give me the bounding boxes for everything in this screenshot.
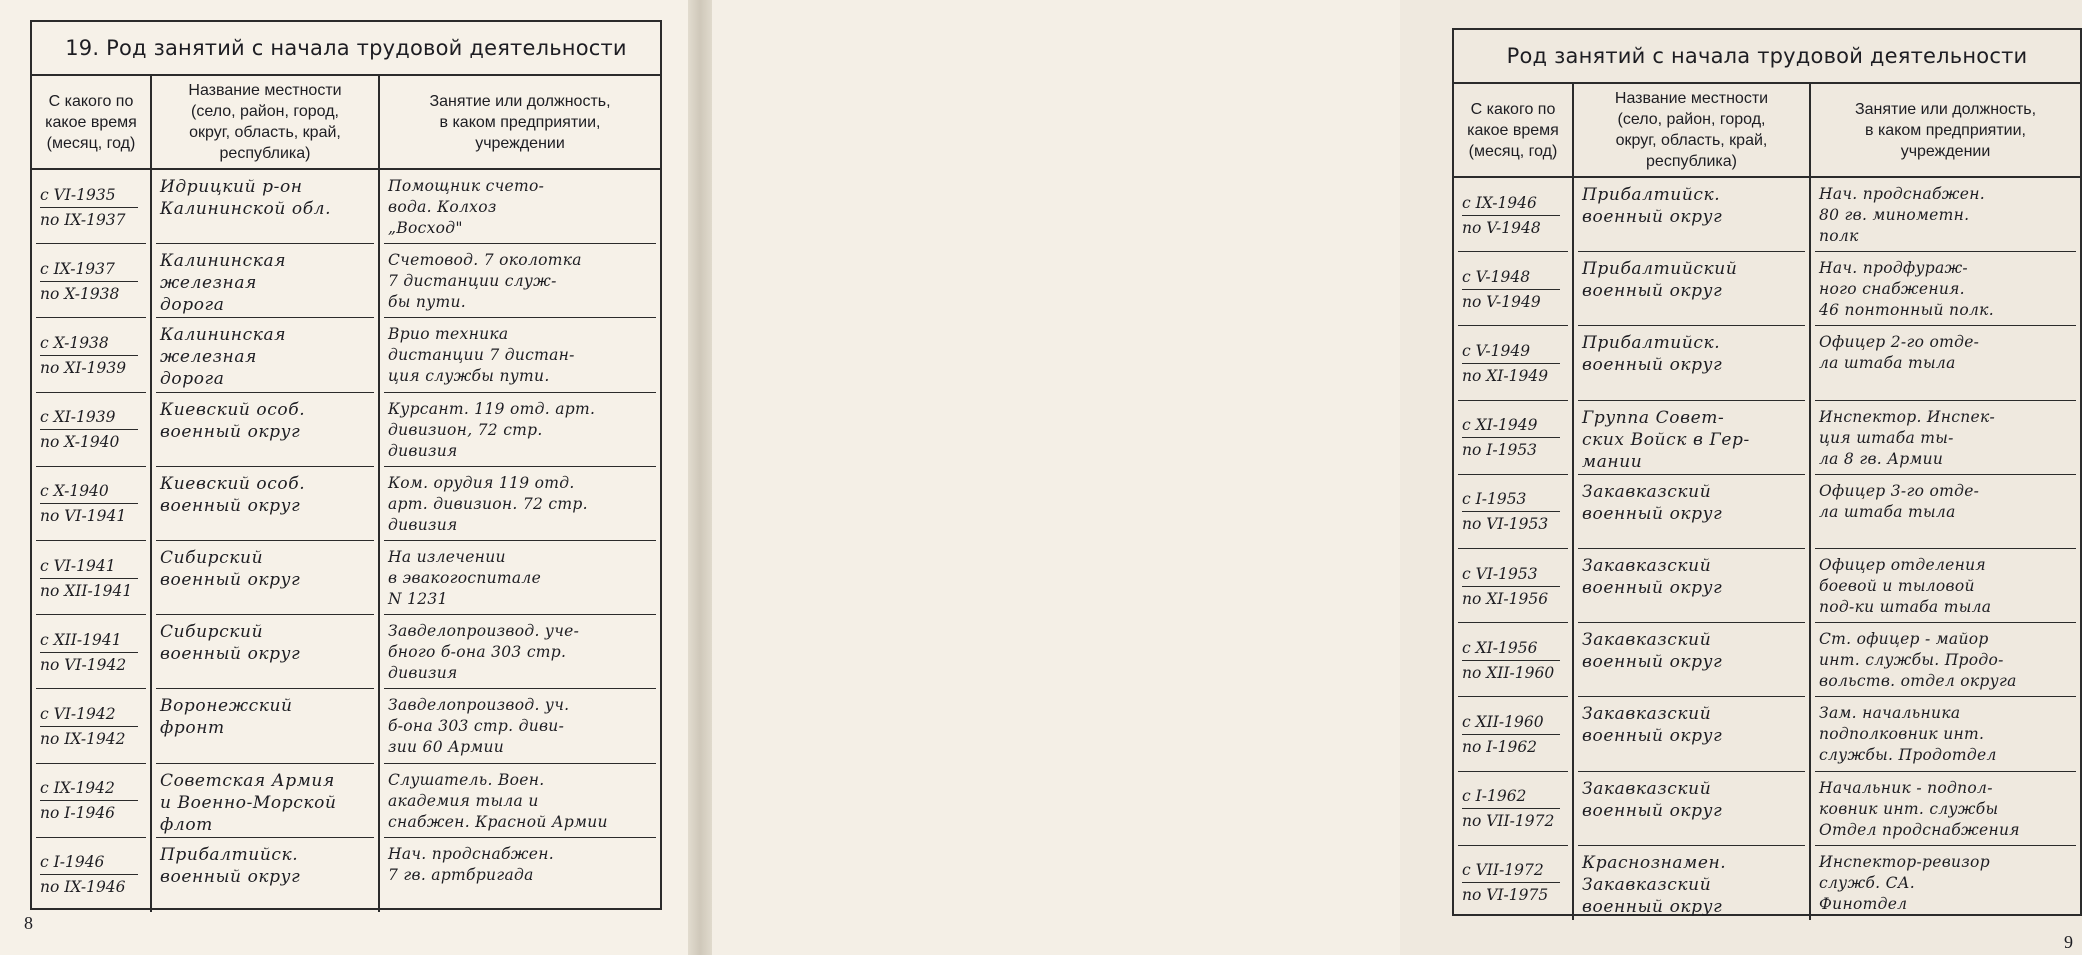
left-table-header bbox=[32, 76, 660, 170]
left-page-title: 19. Род занятий с начала трудовой деятельности bbox=[32, 22, 660, 76]
period-cell bbox=[32, 467, 150, 541]
period-to: по XI-1956 bbox=[1462, 589, 1549, 608]
period-to: по IX-1937 bbox=[40, 210, 126, 229]
period-cell bbox=[1454, 252, 1572, 326]
table-row bbox=[32, 615, 660, 689]
position-text: Нач. продфураж- ного снабжения. 46 понтонный полк. bbox=[1819, 259, 1994, 320]
position-cell bbox=[378, 838, 660, 912]
table-row bbox=[1454, 623, 2080, 697]
period-from: с XII-1941 bbox=[40, 628, 138, 653]
position-text: Курсант. 119 отд. арт. дивизион, 72 стр. дивизия bbox=[388, 399, 596, 460]
location-cell bbox=[1572, 623, 1809, 697]
position-cell bbox=[378, 764, 660, 838]
location-text: Закавказский военный округ bbox=[1582, 555, 1723, 598]
location-cell bbox=[1572, 846, 1809, 920]
position-text: Завделопроизвод. уч. б-она 303 стр. диви- зии 60 Армии bbox=[388, 696, 570, 757]
location-text: Группа Совет- ских Войск в Гер- мании bbox=[1582, 407, 1750, 472]
right-table-body bbox=[1454, 178, 2080, 920]
period-to: по XI-1949 bbox=[1462, 366, 1549, 385]
page-number-left: 8 bbox=[24, 913, 33, 933]
location-text: Киевский особ. военный округ bbox=[160, 473, 306, 516]
table-row bbox=[32, 689, 660, 763]
location-text: Закавказский военный округ bbox=[1582, 481, 1723, 524]
period-cell bbox=[1454, 178, 1572, 252]
period-cell bbox=[1454, 697, 1572, 771]
position-text: Ком. орудия 119 отд. арт. дивизион. 72 стр. дивизия bbox=[388, 473, 588, 534]
period-cell bbox=[32, 615, 150, 689]
period-cell bbox=[32, 838, 150, 912]
location-text: Краснознамен. Закавказский военный округ bbox=[1582, 852, 1727, 917]
period-cell bbox=[32, 244, 150, 318]
table-row bbox=[32, 244, 660, 318]
period-cell bbox=[1454, 475, 1572, 549]
position-cell bbox=[1809, 549, 2080, 623]
table-row bbox=[1454, 475, 2080, 549]
period-from: с I-1962 bbox=[1462, 784, 1560, 809]
position-text: Счетовод. 7 околотка 7 дистанции служ- бы пути. bbox=[388, 251, 582, 312]
position-text: Зам. начальника подполковник инт. службы. Продотдел bbox=[1819, 704, 1997, 765]
location-cell bbox=[1572, 178, 1809, 252]
location-cell bbox=[1572, 475, 1809, 549]
location-text: Прибалтийск. военный округ bbox=[160, 844, 301, 887]
table-row bbox=[1454, 846, 2080, 920]
period-from: с V-1948 bbox=[1462, 265, 1560, 290]
period-from: с VI-1935 bbox=[40, 183, 138, 208]
left-employment-table bbox=[30, 20, 662, 910]
period-from: с XI-1939 bbox=[40, 405, 138, 430]
book-gutter bbox=[688, 0, 712, 955]
position-cell bbox=[378, 393, 660, 467]
location-cell bbox=[1572, 549, 1809, 623]
location-text: Сибирский военный округ bbox=[160, 547, 301, 590]
period-cell bbox=[32, 393, 150, 467]
location-cell bbox=[150, 615, 378, 689]
period-cell bbox=[32, 318, 150, 392]
position-cell bbox=[378, 467, 660, 541]
location-cell bbox=[150, 244, 378, 318]
position-cell bbox=[1809, 623, 2080, 697]
right-page-title: Род занятий с начала трудовой деятельности bbox=[1454, 30, 2080, 84]
location-text: Калининская железная дорога bbox=[160, 325, 287, 390]
location-text: Калининская железная дорога bbox=[160, 251, 287, 316]
location-text: Закавказский военный округ bbox=[1582, 778, 1723, 821]
location-text: Советская Армия и Военно-Морской флот bbox=[160, 770, 337, 835]
position-cell bbox=[1809, 252, 2080, 326]
table-row bbox=[1454, 326, 2080, 400]
position-cell bbox=[1809, 178, 2080, 252]
period-to: по IX-1942 bbox=[40, 729, 126, 748]
period-cell bbox=[1454, 772, 1572, 846]
position-text: Завделопроизвод. уче- бного б-она 303 стр. дивизия bbox=[388, 622, 580, 683]
position-text: Врио техника дистанции 7 дистан- ция службы пути. bbox=[388, 325, 575, 386]
table-row bbox=[1454, 401, 2080, 475]
period-from: с IX-1937 bbox=[40, 257, 138, 282]
period-from: с IX-1942 bbox=[40, 776, 138, 801]
position-cell bbox=[378, 318, 660, 392]
header-position: Занятие или должность, в каком предприятии, учреждении bbox=[1809, 84, 2080, 176]
location-text: Прибалтийский военный округ bbox=[1582, 259, 1738, 302]
page-number-right: 9 bbox=[2064, 932, 2073, 952]
location-cell bbox=[1572, 401, 1809, 475]
period-from: с VI-1953 bbox=[1462, 562, 1560, 587]
period-cell bbox=[32, 541, 150, 615]
position-text: Инспектор. Инспек- ция штаба ты- ла 8 гв. Армии bbox=[1819, 407, 1996, 468]
location-cell bbox=[1572, 252, 1809, 326]
table-row bbox=[1454, 772, 2080, 846]
location-text: Киевский особ. военный округ bbox=[160, 399, 306, 442]
location-cell bbox=[150, 838, 378, 912]
table-row bbox=[32, 764, 660, 838]
position-cell bbox=[378, 244, 660, 318]
period-from: с IX-1946 bbox=[1462, 191, 1560, 216]
period-from: с VII-1972 bbox=[1462, 858, 1560, 883]
position-text: Слушатель. Воен. академия тыла и снабжен. Красной Армии bbox=[388, 770, 608, 831]
period-to: по X-1938 bbox=[40, 284, 120, 303]
period-cell bbox=[1454, 326, 1572, 400]
period-to: по V-1948 bbox=[1462, 218, 1541, 237]
period-to: по XI-1939 bbox=[40, 358, 127, 377]
position-text: Начальник - подпол- ковник инт. службы Отдел продснабжения bbox=[1819, 778, 2020, 839]
period-to: по V-1949 bbox=[1462, 292, 1541, 311]
period-from: с V-1949 bbox=[1462, 339, 1560, 364]
location-cell bbox=[150, 689, 378, 763]
header-location: Название местности (село, район, город, округ, область, край, республика) bbox=[150, 76, 378, 168]
period-to: по X-1940 bbox=[40, 433, 120, 452]
table-row bbox=[1454, 549, 2080, 623]
table-row bbox=[1454, 252, 2080, 326]
location-cell bbox=[150, 318, 378, 392]
position-cell bbox=[378, 615, 660, 689]
location-text: Сибирский военный округ bbox=[160, 622, 301, 665]
location-text: Прибалтийск. военный округ bbox=[1582, 185, 1723, 227]
location-cell bbox=[150, 541, 378, 615]
position-cell bbox=[1809, 401, 2080, 475]
location-cell bbox=[150, 467, 378, 541]
position-cell bbox=[1809, 475, 2080, 549]
period-from: с I-1946 bbox=[40, 850, 138, 875]
position-text: На излечении в эвакогоспитале N 1231 bbox=[388, 547, 542, 608]
position-text: Офицер 3-го отде- ла штаба тыла bbox=[1819, 481, 1980, 521]
location-cell bbox=[150, 764, 378, 838]
position-text: Инспектор-ревизор служб. СА. Финотдел bbox=[1819, 852, 1990, 913]
header-period: С какого по какое время (месяц, год) bbox=[1467, 100, 1559, 160]
period-to: по VI-1953 bbox=[1462, 515, 1549, 534]
period-cell bbox=[1454, 401, 1572, 475]
table-row bbox=[1454, 178, 2080, 252]
table-row bbox=[32, 170, 660, 244]
location-cell bbox=[150, 170, 378, 244]
location-text: Закавказский военный округ bbox=[1582, 630, 1723, 673]
period-cell bbox=[32, 689, 150, 763]
period-to: по VII-1972 bbox=[1462, 812, 1555, 831]
period-to: по VI-1942 bbox=[40, 655, 127, 674]
position-cell bbox=[1809, 697, 2080, 771]
left-page bbox=[0, 0, 688, 955]
table-row bbox=[32, 838, 660, 912]
position-text: Офицер отделения боевой и тыловой под-ки штаба тыла bbox=[1819, 555, 1992, 616]
location-text: Воронежский фронт bbox=[160, 696, 293, 739]
position-text: Нач. продснабжен. 7 гв. артбригада bbox=[388, 844, 554, 884]
left-table-body bbox=[32, 170, 660, 912]
period-from: с I-1953 bbox=[1462, 487, 1560, 512]
period-to: по I-1953 bbox=[1462, 441, 1538, 460]
position-text: Офицер 2-го отде- ла штаба тыла bbox=[1819, 333, 1980, 373]
period-to: по I-1946 bbox=[40, 804, 116, 823]
header-location: Название местности (село, район, город, округ, область, край, республика) bbox=[1572, 84, 1809, 176]
right-table-header bbox=[1454, 84, 2080, 178]
period-cell bbox=[32, 764, 150, 838]
location-cell bbox=[150, 393, 378, 467]
header-position: Занятие или должность, в каком предприятии, учреждении bbox=[378, 76, 660, 168]
position-text: Помощник счето- вода. Колхоз „Восход" bbox=[388, 177, 545, 237]
location-text: Прибалтийск. военный округ bbox=[1582, 333, 1723, 376]
table-row bbox=[32, 393, 660, 467]
period-cell bbox=[32, 170, 150, 244]
period-to: по XII-1960 bbox=[1462, 663, 1555, 682]
position-cell bbox=[378, 541, 660, 615]
location-cell bbox=[1572, 772, 1809, 846]
period-to: по XII-1941 bbox=[40, 581, 133, 600]
table-row bbox=[32, 467, 660, 541]
period-cell bbox=[1454, 549, 1572, 623]
period-from: с VI-1941 bbox=[40, 554, 138, 579]
location-text: Закавказский военный округ bbox=[1582, 704, 1723, 747]
position-cell bbox=[1809, 326, 2080, 400]
period-from: с XI-1949 bbox=[1462, 413, 1560, 438]
position-cell bbox=[1809, 846, 2080, 920]
period-to: по VI-1941 bbox=[40, 507, 127, 526]
table-row bbox=[1454, 697, 2080, 771]
table-row bbox=[32, 541, 660, 615]
location-cell bbox=[1572, 697, 1809, 771]
position-cell bbox=[1809, 772, 2080, 846]
period-to: по VI-1975 bbox=[1462, 886, 1549, 905]
location-text: Идрицкий р-он Калининской обл. bbox=[160, 177, 332, 219]
header-period: С какого по какое время (месяц, год) bbox=[45, 92, 137, 152]
period-from: с XII-1960 bbox=[1462, 710, 1560, 735]
period-from: с X-1938 bbox=[40, 331, 138, 356]
position-cell bbox=[378, 170, 660, 244]
table-row bbox=[32, 318, 660, 392]
position-text: Нач. продснабжен. 80 гв. минометн. полк bbox=[1819, 185, 1985, 245]
period-cell bbox=[1454, 846, 1572, 920]
period-from: с X-1940 bbox=[40, 479, 138, 504]
position-text: Ст. офицер - майор инт. службы. Продо- вольств. отдел округа bbox=[1819, 630, 2017, 691]
position-cell bbox=[378, 689, 660, 763]
period-to: по I-1962 bbox=[1462, 737, 1538, 756]
period-from: с VI-1942 bbox=[40, 702, 138, 727]
location-cell bbox=[1572, 326, 1809, 400]
right-page bbox=[712, 0, 2073, 955]
period-to: по IX-1946 bbox=[40, 878, 126, 897]
right-employment-table bbox=[1452, 28, 2082, 916]
period-from: с XI-1956 bbox=[1462, 636, 1560, 661]
period-cell bbox=[1454, 623, 1572, 697]
